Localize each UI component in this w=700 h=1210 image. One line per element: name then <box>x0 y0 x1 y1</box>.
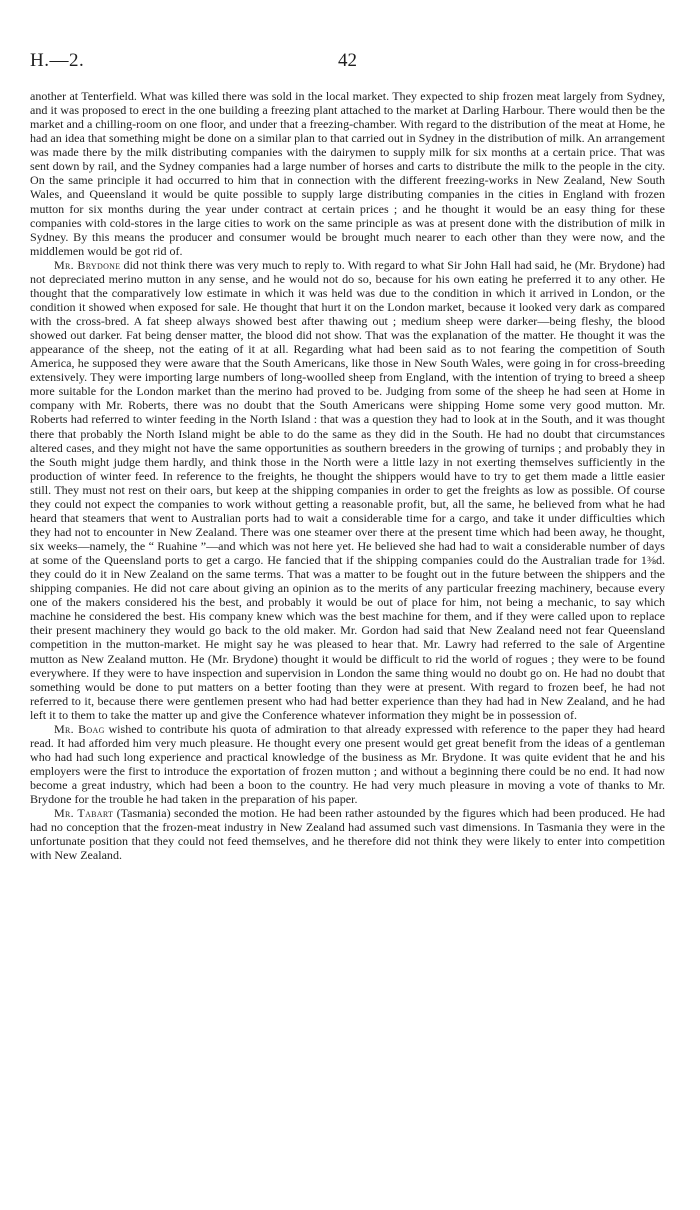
document-code: H.—2. <box>30 50 85 71</box>
speaker-name: Mr. Brydone <box>54 257 121 272</box>
paragraph-text: wished to contribute his quota of admiration to that already expressed with reference to the paper they had heard read. It had afforded him very much pleasure. He thought every one present would get great benefit from the ideas of a gentleman who had had such long experience and practical knowledge of the business as Mr. Brydone. It was quite evident that he and his employers were the first to introduce the exportation of frozen mutton ; and without a beginning there could be no end. It had now become a great industry, which had been a boon to the country. He had very much pleasure in moving a vote of thanks to Mr. Brydone for the trouble he had taken in the preparation of his paper. <box>30 721 665 807</box>
paragraph-text: did not think there was very much to reply to. With regard to what Sir John Hall had said, he (Mr. Brydone) had not depreciated merino mutton in any sense, and he would not do so, because for his own eating he preferred it to any other. He thought that the comparatively low estimate in which it was held was due to the condition in which it arrived in London, or the condition it showed when exposed for sale. He thought that hurt it on the London market, because it looked very dark as compared with the cross-bred. A fat sheep always showed best after thawing out ; medium sheep were darker—being fleshy, the blood showed out darker. Fat being denser matter, the blood did not show. That was the explanation of the matter. He thought it was the appearance of the sheep, not the eating of it at all. Regarding what had been said as to not fearing the competition of South America, he supposed they were aware that the South Americans, like those in New South Wales, were going in for cross-breeding extensively. They were importing large numbers of long-woolled sheep from England, with the intention of trying to breed a sheep more suitable for the London market than the merino had proved to be. Judging from some of the sheep he had seen at Home in company with Mr. Roberts, there was no doubt that the South Americans were shipping Home some very good mutton. Mr. Roberts had referred to winter feeding in the North Island : that was a question they had to look at in the South, and it was thought there that probably the North Island might be able to do the same as they did in the South. He had no doubt that circumstances altered cases, and they might not have the same opportunities as southern breeders in the growing of turnips ; and probably they in the South might judge them hardly, and think those in the North were a little lazy in not exerting themselves sufficiently in the production of winter feed. In reference to the freights, he thought the shippers would have to try to get them made a little easier still. They must not rest on their oars, but keep at the shipping companies in order to get the freights as low as possible. Of course they could not expect the companies to work without getting a reasonable profit, but, all the same, he believed from what he had heard that steamers that went to Australian ports had to wait a considerable time for a cargo, and take it under difficulties which they had not to encounter in New Zealand. There was one steamer over there at the present time which had been away, he thought, six weeks—namely, the “ Ruahine ”—and which was not here yet. He believed she had had to wait a considerable number of days at some of the Queensland ports to get a cargo. He fancied that if the shipping companies could do the Australian trade for 1⅜d. they could do it in New Zealand on the same terms. That was a matter to be fought out in the future between the shippers and the shipping companies. He did not care about giving an opinion as to the merits of any particular freezing machinery, because every one of the makers considered his the best, and probably it would be out of place for him, not being a mechanic, to say which machine he considered the best. His company knew which was the best machine for them, and if they were called upon to replace their present machinery they would go back to the old maker. Mr. Gordon had said that New Zealand need not fear Queensland competition in the mutton-market. He might say he was pleased to hear that. Mr. Lawry had referred to the sale of Argentine mutton as New Zealand mutton. He (Mr. Brydone) thought it would be difficult to rid the world of rogues ; they were to be found everywhere. If they were to have inspection and supervision in London the same thing would no doubt go on. He had no doubt that something would be done to put matters on a better footing than they were at present. With regard to frozen beef, he had not referred to it, because there were gentlemen present who had had better experience than they had had in New Zealand, and he had left it to them to take the matter up and give the Conference whatever information they might be in possession of. <box>30 257 666 722</box>
paragraph <box>30 258 665 722</box>
paragraph <box>30 89 665 258</box>
paragraph-text: (Tasmania) seconded the motion. He had been rather astounded by the figures which had been produced. He had had no conception that the frozen-meat industry in New Zealand had assumed such vast dimensions. In Tasmania they were in the unfortunate position that they could not feed themselves, and he therefore did not think they were likely to enter into competition with New Zealand. <box>30 806 665 863</box>
speaker-name: Mr. Boag <box>54 721 105 736</box>
page-number: 42 <box>338 50 357 71</box>
speaker-name: Mr. Tabart <box>54 806 114 821</box>
paragraph-text: another at Tenterfield. What was killed there was sold in the local market. They expected to ship frozen meat largely from Sydney, and it was proposed to erect in the one building a freezing plant attached to the market at Darling Harbour. There would then be the market and a chilling-room on one floor, and under that a freezing-chamber. With regard to the distribution of the meat at Home, he had an idea that something might be done on a similar plan to that carried out in Sydney in the distribution of milk. An arrangement was made there by the milk distributing companies with the dairymen to supply milk for six months at a certain price. That was sent down by rail, and the Sydney companies had a large number of horses and carts to distribute the milk to the people in the city. On the same principle it had occurred to him that in connection with the different freezing-works in New Zealand, New South Wales, and Queensland it would be quite possible to supply large distributing companies in the cities in England with frozen mutton for six months during the year under contract at certain prices ; and he thought it would be an easy thing for these companies with cold-stores in the large cities to work on the same principle as was at present done with the distribution of milk in Sydney. By this means the producer and consumer would be brought much nearer to each other than they were now, and the middlemen would be got rid of. <box>30 89 665 258</box>
page-header <box>30 50 665 74</box>
paragraph <box>30 806 665 862</box>
paragraph <box>30 722 665 806</box>
body-text <box>30 89 665 862</box>
